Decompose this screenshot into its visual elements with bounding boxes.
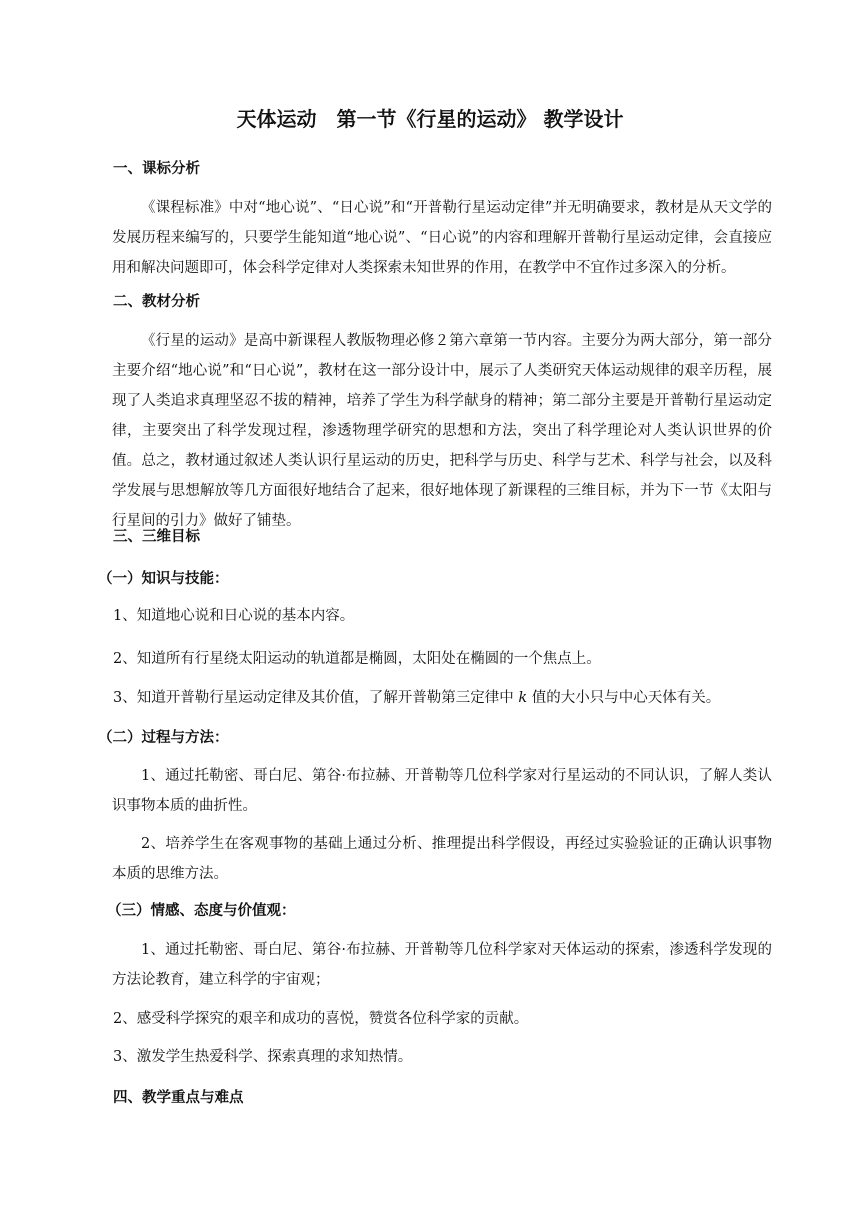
goal-item: 1、通过托勒密、哥白尼、第谷·布拉赫、开普勒等几位科学家对行星运动的不同认识，了解人类认识事物本质的曲折性。: [112, 768, 772, 814]
paragraph-curriculum-analysis: 《课程标准》中对“地心说”、“日心说”和“开普勒行星运动定律”并无明确要求，教材是从天文学的发展历程来编写的，只要学生能知道“地心说”、“日心说”的内容和理解开普勒行星运动定律，会直接应用和解决问题即可，体会科学定律对人类探索未知世界的作用，在教学中不宜作过多深入的分析。: [112, 200, 772, 276]
goal-item: 1、知道地心说和日心说的基本内容。: [113, 608, 355, 624]
section-heading-key-points-difficulties: 四、教学重点与难点: [113, 1090, 244, 1106]
subsection-heading-attitudes-values: （三）情感、态度与价值观：: [107, 903, 296, 919]
goal-item-text: 3、知道开普勒行星运动定律及其价值，了解开普勒第三定律中: [113, 690, 519, 706]
goal-item-text: 值的大小只与中心天体有关。: [527, 690, 721, 706]
subsection-heading-knowledge-skills: （一）知识与技能：: [98, 571, 229, 587]
document-title: 天体运动 第一节《行星的运动》 教学设计: [236, 107, 624, 131]
goal-item: 2、知道所有行星绕太阳运动的轨道都是椭圆，太阳处在椭圆的一个焦点上。: [113, 651, 601, 667]
section-heading-textbook-analysis: 二、教材分析: [113, 294, 200, 310]
goal-item: 1、通过托勒密、哥白尼、第谷·布拉赫、开普勒等几位科学家对天体运动的探索，渗透科学发现的方法论教育，建立科学的宇宙观；: [112, 942, 772, 988]
subsection-heading-process-methods: （二）过程与方法：: [98, 730, 229, 746]
goal-item: 2、培养学生在客观事物的基础上通过分析、推理提出科学假设，再经过实验验证的正确认识事物本质的思维方法。: [112, 836, 772, 882]
goal-item: 2、感受科学探究的艰辛和成功的喜悦，赞赏各位科学家的贡献。: [113, 1011, 529, 1027]
section-heading-three-dimensional-goals: 三、三维目标: [113, 529, 200, 545]
goal-item: [113, 688, 720, 708]
section-heading-curriculum-analysis: 一、课标分析: [113, 161, 200, 177]
paragraph-textbook-analysis: 《行星的运动》是高中新课程人教版物理必修２第六章第一节内容。主要分为两大部分，第一部分主要介绍“地心说”和“日心说”，教材在这一部分设计中，展示了人类研究天体运动规律的艰辛历程，展现了人类追求真理坚忍不拔的精神，培养了学生为科学献身的精神；第二部分主要是开普勒行星运动定律，主要突出了科学发现过程，渗透物理学研究的思想和方法，突出了科学理论对人类认识世界的价值。总之，教材通过叙述人类认识行星运动的历史，把科学与历史、科学与艺术、科学与社会，以及科学发展与思想解放等几方面很好地结合了起来，很好地体现了新课程的三维目标，并为下一节《太阳与行星间的引力》做好了铺垫。: [112, 333, 772, 529]
k-variable: k: [518, 690, 528, 706]
goal-item: 3、激发学生热爱科学、探索真理的求知热情。: [113, 1049, 413, 1065]
